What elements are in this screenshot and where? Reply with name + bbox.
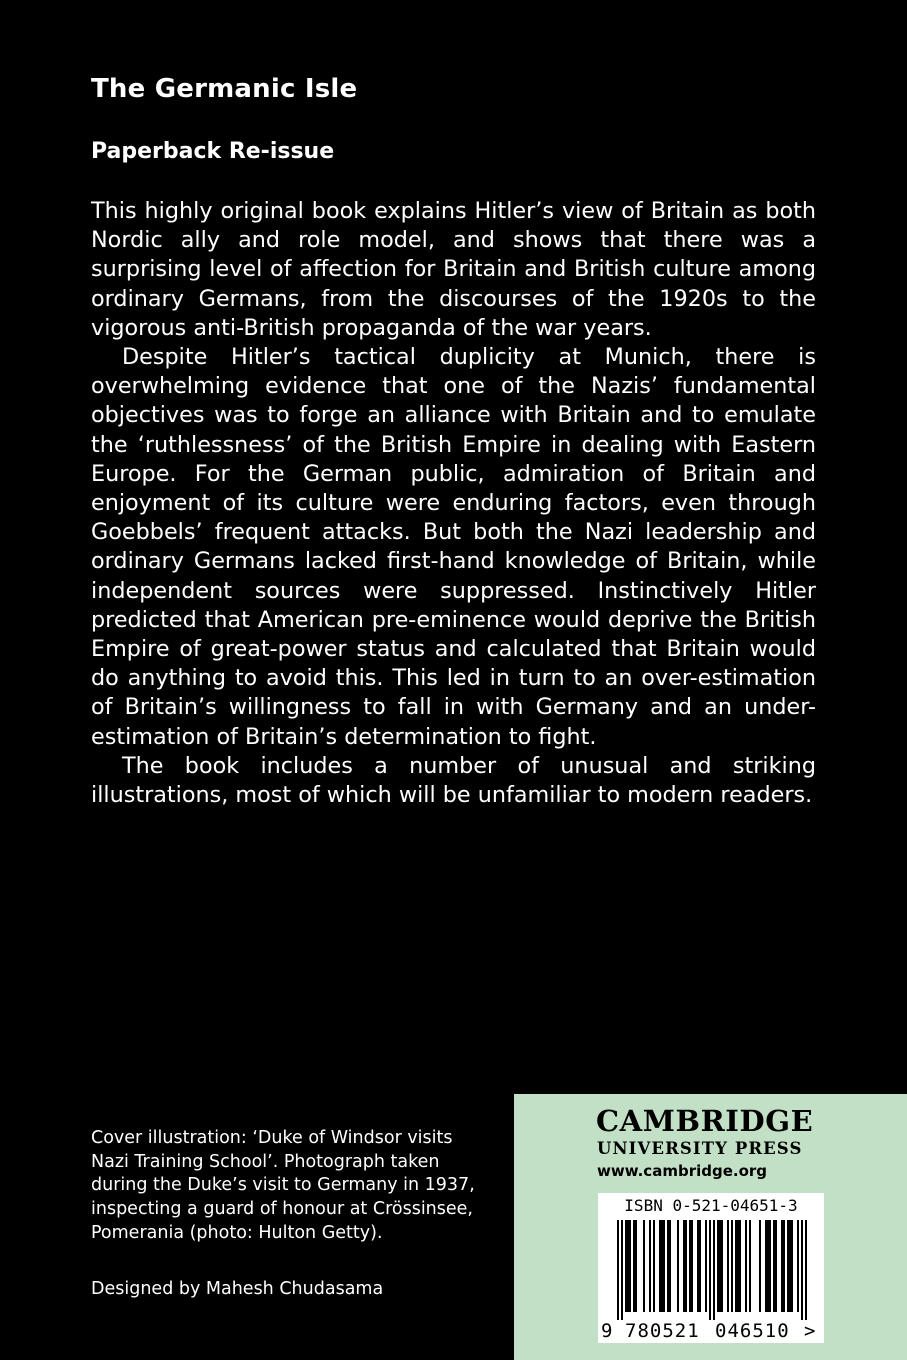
publisher-name: CAMBRIDGE [596, 1104, 814, 1138]
barcode-bar [643, 1220, 645, 1312]
barcode-digits-right: 046510 [715, 1320, 790, 1342]
barcode-bar [801, 1220, 803, 1320]
barcode-bar [783, 1220, 785, 1312]
barcode-bar [683, 1220, 685, 1312]
barcode-bar [773, 1220, 775, 1312]
barcode-bar [649, 1220, 651, 1312]
barcode-bar [781, 1220, 783, 1312]
barcode-bar [689, 1220, 691, 1312]
barcode-bar [621, 1220, 623, 1320]
barcode-bar [769, 1220, 771, 1312]
barcode-bar [787, 1220, 789, 1312]
barcode-bar [719, 1220, 721, 1312]
barcode-bar [749, 1220, 751, 1312]
barcode-bar [767, 1220, 769, 1312]
barcode-bar [759, 1220, 761, 1312]
barcode-bar [635, 1220, 637, 1312]
barcode-bar [735, 1220, 737, 1312]
barcode-bar [677, 1220, 679, 1312]
barcode-digit-first: 9 [601, 1320, 613, 1342]
barcode-bars [608, 1220, 814, 1320]
barcode-bar [625, 1220, 627, 1312]
barcode-bar [633, 1220, 635, 1312]
barcode-bar [727, 1220, 729, 1312]
blurb-paragraph: The book includes a number of unusual and striking illustrations, most of which will be unfamiliar to modern readers. [91, 752, 816, 809]
book-title: The Germanic Isle [91, 74, 358, 104]
barcode-bar [705, 1220, 707, 1312]
barcode-bar [765, 1220, 767, 1312]
barcode-bar [699, 1220, 701, 1312]
barcode-bar [667, 1220, 669, 1312]
barcode-bar [739, 1220, 741, 1312]
barcode-bar [659, 1220, 661, 1312]
barcode-bar [797, 1220, 799, 1312]
barcode-bar [791, 1220, 793, 1312]
barcode-bar [669, 1220, 671, 1312]
blurb-paragraph: Despite Hitler’s tactical duplicity at Munich, there is overwhelming evidence that one of the Nazis’ fundamental objectives was to forge an alliance with Britain and to emulate the ‘ruthlessness’ of the British Empire in dealing with Eastern Europe. For the German public, admiration of Britain and enjoyment of its culture were enduring factors, even through Goebbels’ frequent attacks. But both the Nazi leadership and ordinary Germans lacked first-hand knowledge of Britain, while independent sources were suppressed. Instinctively Hitler predicted that American pre-eminence would deprive the British Empire of great-power status and calculated that Britain would do anything to avoid this. This led in turn to an over-estimation of Britain’s willingness to fall in with Germany and an under-estimation of Britain’s determination to fight. [91, 344, 816, 750]
barcode-bar [685, 1220, 687, 1312]
barcode-arrow: > [804, 1320, 816, 1342]
barcode [598, 1193, 824, 1343]
barcode-bar [713, 1220, 715, 1320]
isbn-label: ISBN 0-521-04651-3 [624, 1196, 798, 1215]
barcode-bar [737, 1220, 739, 1312]
barcode-bar [627, 1220, 629, 1312]
barcode-bar [617, 1220, 619, 1320]
blurb-paragraph: This highly original book explains Hitler’s view of Britain as both Nordic ally and role model, and shows that there was a surprising level of affection for Britain and British culture among ordinary Germans, from the discourses of the 1920s to the vigorous anti-British propaganda of the war years. [91, 198, 816, 341]
barcode-bar [697, 1220, 699, 1312]
barcode-bar [661, 1220, 663, 1312]
barcode-bar [691, 1220, 693, 1312]
barcode-bar [653, 1220, 655, 1312]
cover-illustration-caption: Cover illustration: ‘Duke of Windsor visits Nazi Training School’. Photograph taken during the Duke’s visit to Germany in 1937, inspecting a guard of honour at Crössinsee, Pomerania (photo: Hulton Getty). [91, 1128, 475, 1243]
book-subtitle: Paperback Re-issue [91, 139, 335, 164]
publisher-url: www.cambridge.org [597, 1162, 768, 1180]
barcode-bar [775, 1220, 777, 1312]
barcode-bar [745, 1220, 747, 1312]
barcode-bar [717, 1220, 719, 1312]
barcode-bar [731, 1220, 733, 1312]
barcode-bar [789, 1220, 791, 1312]
designer-credit: Designed by Mahesh Chudasama [91, 1279, 384, 1299]
barcode-bar [721, 1220, 723, 1312]
publisher-panel [514, 1094, 907, 1360]
barcode-digits-left: 780521 [625, 1320, 700, 1342]
publisher-subname: UNIVERSITY PRESS [597, 1139, 803, 1158]
barcode-bar [805, 1220, 807, 1320]
barcode-bar [663, 1220, 665, 1312]
barcode-bar [629, 1220, 631, 1312]
barcode-bar [709, 1220, 711, 1320]
blurb [91, 197, 816, 810]
